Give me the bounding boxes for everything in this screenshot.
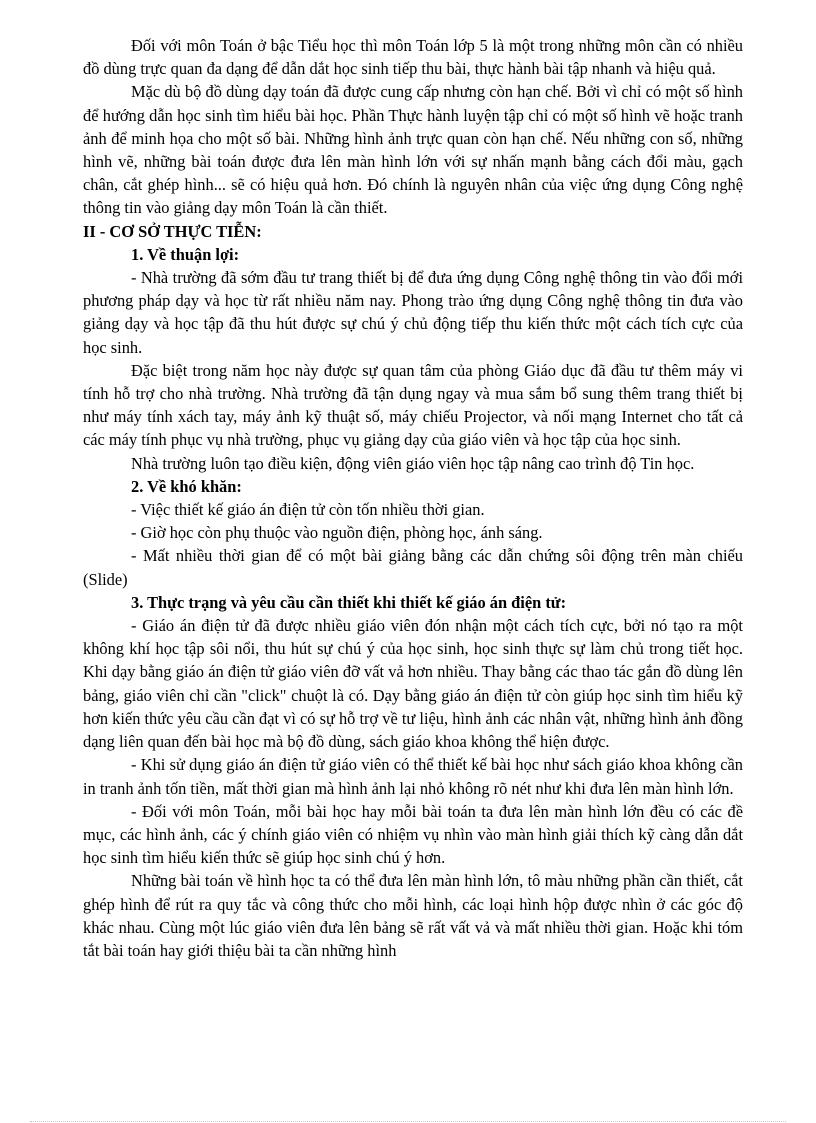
- current-state-paragraph-2: - Khi sử dụng giáo án điện tử giáo viên có thể thiết kế bài học như sách giáo khoa không cần in tranh ảnh tốn tiền, mất thời gian mà hình ảnh lại nhỏ không rõ nét như khi đưa lên màn hình lớn.: [83, 755, 743, 798]
- current-state-paragraph-3: - Đối với môn Toán, mỗi bài học hay mỗi bài toán ta đưa lên màn hình lớn đều có các đề mục, các hình ảnh, các ý chính giáo viên có nhiệm vụ nhìn vào màn hình giải thích kỹ càng dẫn dắt học sinh tìm hiểu kiến thức sẽ giúp học sinh chú ý hơn.: [83, 801, 743, 868]
- advantages-paragraph-3: Nhà trường luôn tạo điều kiện, động viên giáo viên học tập nâng cao trình độ Tin học.: [131, 453, 695, 473]
- intro-paragraph-2: Mặc dù bộ đồ dùng dạy toán đã được cung cấp nhưng còn hạn chế. Bởi vì chỉ có một số hình để hướng dẫn học sinh tìm hiểu bài học. Phần Thực hành luyện tập chỉ có một số hình vẽ hoặc tranh ảnh để minh họa cho một số bài. Những hình ảnh trực quan còn hạn chế. Nếu những con số, những hình vẽ, những bài toán được đưa lên màn hình lớn với sự nhấn mạnh bằng cách đổi màu, gạch chân, cắt ghép hình... sẽ có hiệu quả hơn. Đó chính là nguyên nhân của việc ứng dụng Công nghệ thông tin vào giảng dạy môn Toán là cần thiết.: [83, 82, 743, 218]
- page-bottom-rule: [30, 1121, 786, 1122]
- subheading-current-state: 3. Thực trạng và yêu cầu cần thiết khi thiết kế giáo án điện tử:: [131, 592, 567, 612]
- difficulties-item-1: - Việc thiết kế giáo án điện tử còn tốn nhiều thời gian.: [131, 500, 485, 520]
- current-state-paragraph-1: - Giáo án điện tử đã được nhiều giáo viên đón nhận một cách tích cực, bởi nó tạo ra một không khí học tập sôi nổi, thu hút sự chú ý của học sinh, học sinh thực sự làm chủ trong tiết học. Khi dạy bằng giáo án điện tử giáo viên đỡ vất vả hơn nhiều. Thay bằng các thao tác gắn đồ dùng lên bảng, giáo viên chỉ cần "click" chuột là có. Dạy bằng giáo án điện tử còn giúp học sinh tìm hiểu kỹ hơn kiến thức yêu cầu cần đạt vì có sự hỗ trợ về tư liệu, hình ảnh các nhân vật, những hình ảnh đồng dạng liên quan đến bài học mà bộ đồ dùng, sách giáo khoa không thể hiện được.: [83, 616, 743, 752]
- advantages-paragraph-2: Đặc biệt trong năm học này được sự quan tâm của phòng Giáo dục đã đầu tư thêm máy vi tính hỗ trợ cho nhà trường. Nhà trường đã tận dụng ngay và mua sắm bổ sung thêm trang thiết bị như máy tính xách tay, máy ảnh kỹ thuật số, máy chiếu Projector, và nối mạng Internet cho tất cả các máy tính phục vụ nhà trường, phục vụ giảng dạy của giáo viên và học tập của học sinh.: [83, 360, 743, 450]
- current-state-paragraph-4: Những bài toán về hình học ta có thể đưa lên màn hình lớn, tô màu những phần cần thiết, cắt ghép hình để rút ra quy tắc và công thức cho mỗi hình, các loại hình hộp được nhìn ở các góc độ khác nhau. Cùng một lúc giáo viên đưa lên bảng sẽ rất vất vả và mất nhiều thời gian. Hoặc khi tóm tắt bài toán hay giới thiệu bài ta cần những hình: [83, 871, 743, 960]
- difficulties-item-2: - Giờ học còn phụ thuộc vào nguồn điện, phòng học, ánh sáng.: [131, 523, 543, 543]
- section-heading-practical-basis: II - CƠ SỞ THỰC TIỄN:: [83, 221, 262, 241]
- advantages-paragraph-1: - Nhà trường đã sớm đầu tư trang thiết bị để đưa ứng dụng Công nghệ thông tin vào đổi mới phương pháp dạy và học từ rất nhiều năm nay. Phong trào ứng dụng Công nghệ thông tin đưa vào giảng dạy và học tập đã thu hút được sự chú ý chủ động tiếp thu kiến thức một cách tích cực của học sinh.: [83, 268, 743, 357]
- subheading-advantages: 1. Về thuận lợi:: [131, 244, 240, 264]
- intro-paragraph-1: Đối với môn Toán ở bậc Tiểu học thì môn Toán lớp 5 là một trong những môn cần có nhiều đồ dùng trực quan đa dạng để dẫn dắt học sinh tiếp thu bài, thực hành bài tập nhanh và hiệu quả.: [83, 36, 743, 79]
- difficulties-item-3: - Mất nhiều thời gian để có một bài giảng bằng các dẫn chứng sôi động trên màn chiếu (Slide): [83, 546, 743, 589]
- subheading-difficulties: 2. Về khó khăn:: [131, 476, 242, 496]
- document-body: [83, 34, 743, 962]
